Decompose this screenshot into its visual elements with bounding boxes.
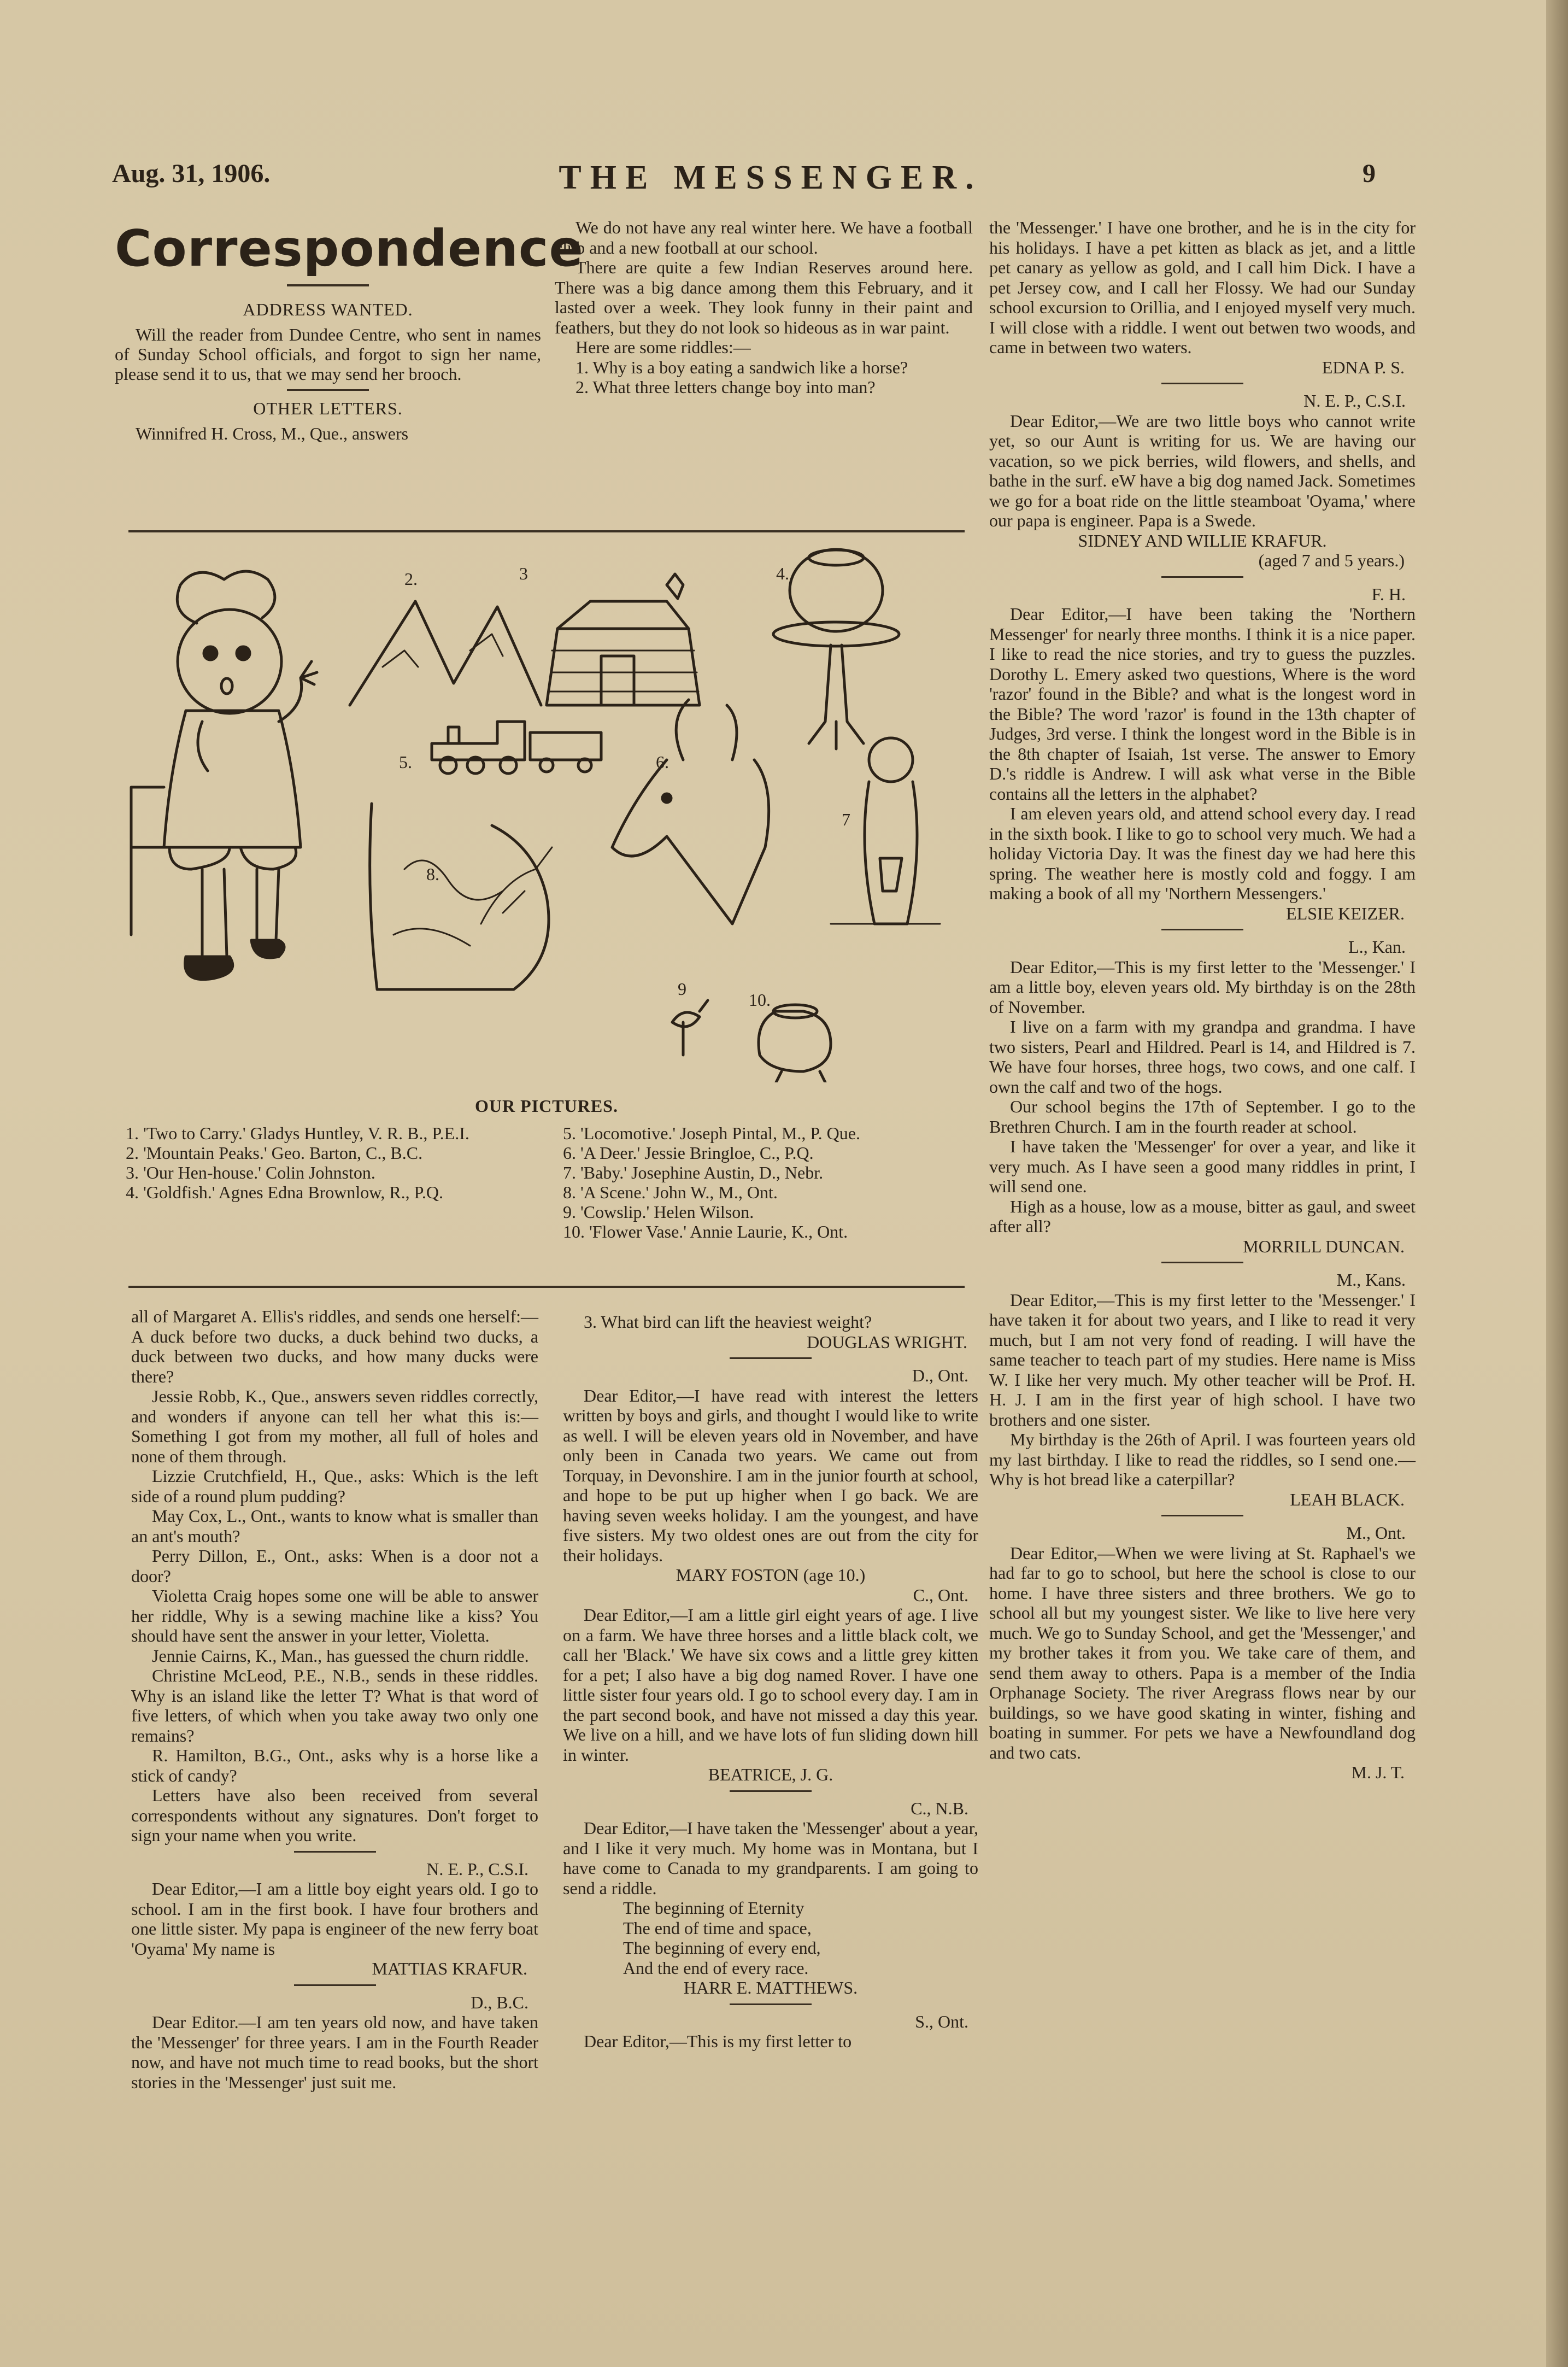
column-1-bottom	[131, 1306, 538, 2092]
divider	[730, 2003, 812, 2005]
picture-credit: 2. 'Mountain Peaks.' Geo. Barton, C., B.C.	[126, 1143, 423, 1163]
newspaper-title: THE MESSENGER.	[559, 159, 983, 196]
address-wanted-heading: ADDRESS WANTED.	[243, 300, 413, 319]
riddle: 3. What bird can lift the heaviest weight?	[584, 1312, 872, 1332]
hen-house-drawing	[547, 574, 700, 705]
label: 2.	[404, 569, 418, 589]
letter-heading: F. H.	[1371, 584, 1406, 604]
letter-body: the 'Messenger.' I have one brother, and he is in the city for his holidays. I have a pet kitten as black as jet, and a little pet canary as yellow as gold, and I call him Dick. I have a pet Jersey cow, and I call her Flossy. We had our Sunday school excursion to Orillia, and I enjoyed myself very much. I will close with a riddle. I went out betwen two woods, and came in between two waters.	[989, 218, 1416, 357]
letter-body: Dear Editor,—I am a little boy eight years old. I go to school. I am in the first book. I have four brothers and one little sister. My papa is engineer of the new ferry boat 'Oyama' My name is	[131, 1879, 538, 1959]
picture-credit: 10. 'Flower Vase.' Annie Laurie, K., Ont.	[563, 1222, 848, 1241]
letter-heading: D., B.C.	[471, 1992, 528, 2012]
label: 6.	[656, 752, 669, 772]
letter-body: Dear Editor,—We are two little boys who cannot write yet, so our Aunt is writing for us. We are having our vacation, so we pick berries, wild flowers, and shells, and bathe in the surf. eW have a big dog named Jack. Sometimes we go for a boat ride on the little steamboat 'Oyama,' where our papa is engineer. Papa is a Swede.	[989, 411, 1416, 530]
picture-credit: 7. 'Baby.' Josephine Austin, D., Nebr.	[563, 1163, 824, 1182]
paragraph: Lizzie Crutchfield, H., Que., asks: Which is the left side of a round plum pudding?	[131, 1466, 538, 1506]
section-title: Correspondence	[115, 219, 584, 278]
pictures-list-right	[563, 1123, 967, 1241]
picture-credit: 3. 'Our Hen-house.' Colin Johnston.	[126, 1163, 375, 1182]
paragraph: Letters have also been received from several correspondents without any signatures. Don't forget to sign your name when you write.	[131, 1785, 538, 1845]
section-rule	[128, 1286, 965, 1288]
our-pictures-heading: OUR PICTURES.	[475, 1096, 618, 1116]
paragraph: Violetta Craig hopes some one will be able to answer her riddle, Why is a sewing machine like a kiss? You should have sent the answer in your letter, Violetta.	[131, 1586, 538, 1645]
paragraph: May Cox, L., Ont., wants to know what is smaller than an ant's mouth?	[131, 1506, 538, 1546]
letter-signature: M. J. T.	[1351, 1762, 1405, 1782]
verse-line: The beginning of Eternity	[623, 1898, 804, 1918]
address-wanted-text: Will the reader from Dundee Centre, who sent in names of Sunday School officials, and forgot to sign her name, please send it to us, that we may send her brooch.	[115, 325, 541, 384]
verse-line: The end of time and space,	[623, 1918, 812, 1938]
divider	[287, 389, 369, 391]
letter-signature: LEAH BLACK.	[1290, 1489, 1405, 1509]
label: 8.	[426, 864, 439, 884]
letter-signature: DOUGLAS WRIGHT.	[807, 1332, 967, 1352]
letter-body: Dear Editor.—I am ten years old now, and have taken the 'Messenger' for three years. I am in the Fourth Reader now, and have not much time to read books, but the short stories in the 'Messenger' just suit me.	[131, 2012, 538, 2092]
paragraph: Jennie Cairns, K., Man., has guessed the churn riddle.	[152, 1645, 529, 1666]
title-rule	[287, 284, 369, 286]
letter-body: Dear Editor,—When we were living at St. Raphael's we had far to go to school, but here the school is close to our home. I have three sisters and three brothers. We go to school all but my youngest sister. We like to live here very much. We go to Sunday School, and get the 'Messenger,' and my brother takes it from you. We take care of them, and send them away to others. Papa is a member of the India Orphanage Society. The river Aregrass flows near by our buildings, so we have good skating in winter, fishing and boating in summer. For pets we have a Newfoundland dog and two cats.	[989, 1543, 1416, 1762]
letter-body: Dear Editor,—This is my first letter to the 'Messenger.' I have taken it for about two years, and I like to read it very much, but I am not very fond of reading. I will have the same teacher to teach part of my studies. Here name is Miss W. I like her very much. My other teacher will be Prof. H. H. J. I am in the first year of high school. I have two brothers and one sister.	[989, 1290, 1416, 1429]
letter-body: Dear Editor,—I am a little girl eight years of age. I live on a farm. We have three horses and a little black colt, we call her 'Black.' We have six cows and a little grey kitten for a pet; I also have a big dog named Rover. I have one little sister four years old. I go to school every day. I am in the part second book, and have not missed a day this year. We live on a hill, and we have lots of fun sliding down hill in winter.	[563, 1605, 978, 1765]
letter-heading: S., Ont.	[915, 2011, 968, 2031]
letter-heading: L., Kan.	[1348, 937, 1406, 957]
verse-line: And the end of every race.	[623, 1958, 809, 1978]
page-number: 9	[1363, 159, 1376, 188]
letter-heading: M., Ont.	[1346, 1523, 1406, 1543]
mountains-drawing	[350, 601, 541, 705]
letter-signature: ELSIE KEIZER.	[1286, 903, 1405, 923]
column-2-bottom	[563, 1312, 978, 2052]
letter-signature: HARR E. MATTHEWS.	[683, 1978, 858, 1997]
our-pictures-section	[126, 1096, 967, 1241]
label: 5.	[399, 752, 412, 772]
letter-signature: MARY FOSTON (age 10.)	[676, 1565, 866, 1585]
letter-signature-note: (aged 7 and 5 years.)	[1258, 550, 1405, 570]
girl-drawing	[131, 571, 317, 980]
picture-credit: 1. 'Two to Carry.' Gladys Huntley, V. R. B., P.E.I.	[126, 1123, 469, 1143]
goldfish-bowl-drawing	[773, 549, 899, 749]
divider	[294, 1851, 376, 1853]
letter-body: High as a house, low as a mouse, bitter as gaul, and sweet after all?	[989, 1196, 1416, 1236]
paragraph: Jessie Robb, K., Que., answers seven riddles correctly, and wonders if anyone can tell her what this is:—Something I got from my mother, all full of holes and none of them through.	[131, 1386, 538, 1466]
letter-body: I live on a farm with my grandpa and grandma. I have two sisters, Pearl and Hildred. Pearl is 14, and Hildred is 7. We have four horses, three hogs, two cows, and one calf. I own the calf and two of the hogs.	[989, 1017, 1416, 1097]
letter-signature: BEATRICE, J. G.	[708, 1765, 833, 1784]
divider	[730, 1357, 812, 1359]
riddle: 1. Why is a boy eating a sandwich like a horse?	[575, 357, 908, 377]
letter-heading: D., Ont.	[912, 1366, 968, 1385]
letter-body: I am eleven years old, and attend school every day. I read in the sixth book. I like to go to school very much. We had a holiday Victoria Day. It was the finest day we had here this spring. The weather here is mostly cold and foggy. I am making a book of all my 'Northern Messengers.'	[989, 804, 1416, 903]
letter-body: Dear Editor,—This is my first letter to the 'Messenger.' I am a little boy, eleven years old. My birthday is on the 28th of November.	[989, 957, 1416, 1017]
letter-signature: SIDNEY AND WILLIE KRAFUR.	[1078, 530, 1327, 550]
column-2-top	[555, 218, 973, 397]
paragraph: There are quite a few Indian Reserves around here. There was a big dance among them this February, and it lasted over a week. They look funny in their paint and feathers, but they do not look so hideous as in war paint.	[555, 257, 973, 337]
picture-credit: 8. 'A Scene.' John W., M., Ont.	[563, 1182, 778, 1202]
other-letters-lead: Winnifred H. Cross, M., Que., answers	[136, 424, 409, 443]
letter-body: Dear Editor,—I have taken the 'Messenger' about a year, and I like it very much. My home was in Montana, but I have come to Canada to my grandparents. I am going to send a riddle.	[563, 1818, 978, 1898]
paragraph: all of Margaret A. Ellis's riddles, and sends one herself:—A duck before two ducks, a duck behind two ducks, a duck between two ducks, and how many ducks were there?	[131, 1306, 538, 1386]
letter-heading: M., Kans.	[1336, 1270, 1406, 1290]
paragraph: Perry Dillon, E., Ont., asks: When is a door not a door?	[131, 1546, 538, 1586]
scene-drawing	[370, 804, 552, 989]
cowslip-drawing	[672, 1000, 708, 1055]
letter-heading: N. E. P., C.S.I.	[426, 1859, 528, 1879]
picture-credit: 9. 'Cowslip.' Helen Wilson.	[563, 1202, 754, 1222]
locomotive-drawing	[432, 722, 601, 774]
letter-body: Dear Editor,—I have read with interest the letters written by boys and girls, and thought I would like to write as well. I will be eleven years old in November, and have only been in Canada two years. We came out from Torquay, in Devonshire. I am in the junior fourth at school, and hope to be put up higher when I go back. We are having seven weeks holiday. I am the youngest, and have five sisters. My two oldest ones are out from the city for their holidays.	[563, 1385, 978, 1565]
other-letters-heading: OTHER LETTERS.	[253, 399, 403, 418]
paragraph: R. Hamilton, B.G., Ont., asks why is a horse like a stick of candy?	[131, 1745, 538, 1785]
picture-credit: 4. 'Goldfish.' Agnes Edna Brownlow, R., P.Q.	[126, 1182, 444, 1202]
paragraph: Christine McLeod, P.E., N.B., sends in these riddles. Why is an island like the letter T? What is that word of five letters, of which when you take away two only one remains?	[131, 1666, 538, 1745]
baby-drawing	[831, 738, 940, 924]
divider	[1161, 383, 1243, 384]
picture-credit: 6. 'A Deer.' Jessie Bringloe, C., P.Q.	[563, 1143, 814, 1163]
flower-vase-drawing	[759, 1005, 831, 1082]
divider	[730, 1790, 812, 1792]
letter-body: My birthday is the 26th of April. I was fourteen years old my last birthday. I like to read the riddles, so I send one.—Why is hot bread like a caterpillar?	[989, 1429, 1416, 1489]
divider	[1161, 929, 1243, 930]
divider	[1161, 1515, 1243, 1516]
letter-signature: EDNA P. S.	[1322, 357, 1405, 377]
label: 3	[519, 564, 528, 583]
column-3	[989, 218, 1416, 1783]
letter-signature: MATTIAS KRAFUR.	[372, 1959, 527, 1978]
letter-body: Dear Editor,—This is my first letter to	[584, 2031, 852, 2051]
section-rule	[128, 530, 965, 532]
paragraph: We do not have any real winter here. We have a football club and a new football at our school.	[555, 218, 973, 257]
verse-line: The beginning of every end,	[623, 1938, 821, 1958]
letter-body: Our school begins the 17th of September. I go to the Brethren Church. I am in the fourth reader at school.	[989, 1097, 1416, 1136]
label: 9	[678, 979, 686, 999]
deer-drawing	[612, 700, 769, 924]
letter-signature: MORRILL DUNCAN.	[1243, 1236, 1405, 1256]
divider	[1161, 1262, 1243, 1263]
correspondence-intro	[115, 219, 584, 443]
children-drawings-illustration	[120, 541, 973, 1082]
divider	[1161, 576, 1243, 578]
pictures-list-left	[126, 1123, 530, 1202]
picture-credit: 5. 'Locomotive.' Joseph Pintal, M., P. Que.	[563, 1123, 860, 1143]
letter-heading: C., N.B.	[911, 1798, 968, 1818]
paragraph: Here are some riddles:—	[575, 337, 751, 357]
letter-heading: N. E. P., C.S.I.	[1303, 391, 1406, 411]
page-edge-shadow	[1546, 0, 1568, 2367]
letter-heading: C., Ont.	[913, 1585, 968, 1605]
letter-body: Dear Editor,—I have been taking the 'Northern Messenger' for nearly three months. I think it is a nice paper. I like to read the nice stories, and try to guess the puzzles. Dorothy L. Emery asked two questions, Where is the word 'razor' found in the Bible? and what is the longest word in the Bible? The word 'razor' is found in the 13th chapter of Judges, 3rd verse. I think the longest word in the Bible is in the 8th chapter of Isaiah, 1st verse. The answer to Emory D.'s riddle is Andrew. I will ask what verse in the Bible contains all the letters in the alphabet?	[989, 604, 1416, 804]
riddle: 2. What three letters change boy into man?	[575, 377, 876, 397]
label: 4.	[776, 564, 789, 583]
label: 7	[842, 810, 850, 829]
letter-body: I have taken the 'Messenger' for over a year, and like it very much. As I have seen a good many riddles in print, I will send one.	[989, 1136, 1416, 1196]
divider	[294, 1984, 376, 1986]
label: 10.	[749, 990, 771, 1010]
issue-date: Aug. 31, 1906.	[112, 159, 271, 188]
